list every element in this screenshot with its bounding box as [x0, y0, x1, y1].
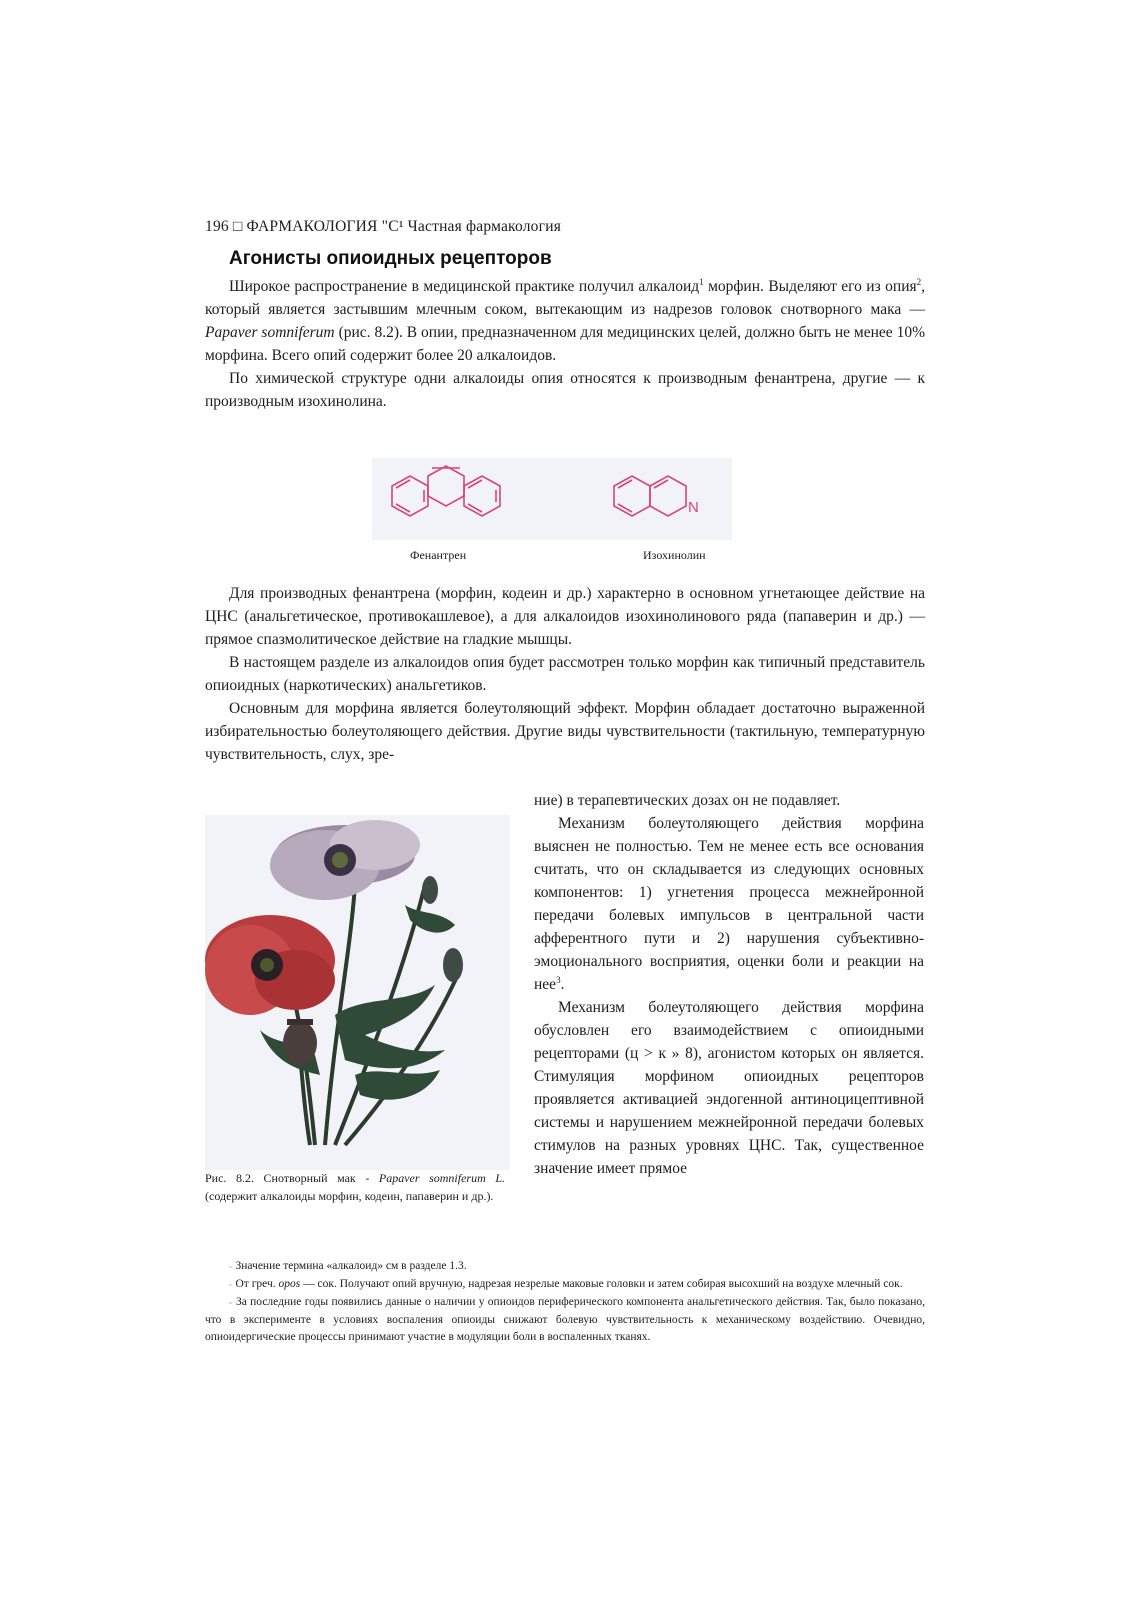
phenanthrene-structure	[392, 466, 500, 516]
paragraph-continuation: ние) в терапевтических дозах он не подавляет.	[534, 792, 841, 809]
poppy-illustration	[205, 815, 510, 1170]
greek-word: opos	[278, 1278, 301, 1290]
footnote-mark: ▫	[229, 1281, 232, 1289]
text-span: Значение термина «алкалоид» см в разделе 1.3.	[235, 1260, 467, 1272]
text-span: (рис. 8.2). В опии, предназначенном для медицинских целей, должно быть не менее 10% морфина. Всего опий содержит более 20 алкалоидов.	[205, 324, 925, 364]
running-head: 196 □ ФАРМАКОЛОГИЯ "С¹ Частная фармакология	[205, 218, 562, 235]
right-column	[534, 789, 924, 1180]
text-span: морфин. Выделяют его из опия	[703, 278, 917, 295]
isoquinoline-structure	[614, 476, 686, 516]
text-span: От греч.	[235, 1278, 279, 1290]
text-span: .	[560, 976, 565, 993]
footnotes	[205, 1258, 925, 1346]
text-span: (содержит алкалоиды морфин, кодеин, папаверин и др.).	[205, 1189, 494, 1203]
paragraph-morphine-intro	[205, 275, 925, 367]
footnote-2	[205, 1276, 925, 1294]
latin-name: Papaver somniferum	[205, 324, 335, 341]
paragraph-phenanthrene-effects: Для производных фенантрена (морфин, кодеин и др.) характерно в основном угнетающее действие на ЦНС (анальгетическое, противокашлевое), а для алкалоидов изохинолинового ряда (папаверин и др.) — прямое спазмолитическое действие на гладкие мышцы.	[205, 585, 925, 648]
main-text	[205, 582, 925, 766]
footnote-3	[205, 1294, 925, 1346]
figure-caption	[205, 1169, 505, 1205]
footnote-ref-3: 3	[556, 974, 561, 985]
footnote-mark: ▫	[229, 1263, 232, 1271]
text-span: Рис. 8.2. Снотворный мак -	[205, 1171, 379, 1185]
text-span: , который является застывшим млечным соком, вытекающим из надрезов головок снотворного мака —	[205, 278, 925, 318]
nitrogen-atom: N	[688, 499, 699, 516]
section-title: Агонисты опиоидных рецепторов	[229, 248, 552, 269]
paragraph-chem-structure: По химической структуре одни алкалоиды опия относятся к производным фенантрена, другие — к производным изохинолина.	[205, 370, 925, 410]
text-span: За последние годы появились данные о наличии у опиоидов периферического компонента анальгетического действия. Так, было показано, что в эксперименте в условиях воспаления опиоиды снижают болевую чувствительность к механическому воздействию. Очевидно, опиоидергические процессы принимают участие в модуляции боли в воспаленных тканях.	[205, 1296, 925, 1343]
formula-drawing	[372, 458, 732, 540]
text-span: Широкое распространение в медицинской практике получил алкалоид	[229, 278, 700, 295]
phenanthrene-label: Фенантрен	[410, 548, 467, 562]
footnote-ref-2: 2	[916, 276, 922, 287]
paragraph-morphine-representative: В настоящем разделе из алкалоидов опия будет рассмотрен только морфин как типичный представитель опиоидных (наркотических) анальгетиков.	[205, 654, 925, 694]
poppy-figure	[205, 815, 510, 1170]
footnote-1	[205, 1258, 925, 1276]
footnote-ref-1: 1	[699, 276, 704, 287]
text-span: — сок. Получают опий вручную, надрезая незрелые маковые головки и затем собирая высохший на воздухе млечный сок.	[300, 1278, 903, 1290]
text-span: Механизм болеутоляющего действия морфина выяснен не полностью. Тем не менее есть все основания считать, что он складывается из следующих основных компонентов: 1) угнетения процесса межнейронной передачи болевых импульсов в центральной части афферентного пути и 2) нарушения субъективно-эмоционального восприятия, оценки боли и реакции на нее	[534, 815, 924, 993]
paragraph-analgesic-effect: Основным для морфина является болеутоляющий эффект. Морфин обладает достаточно выраженной избирательностью болеутоляющего действия. Другие виды чувствительности (тактильную, температурную чувствительность, слух, зре-	[205, 700, 925, 763]
latin-name: Papaver somniferum L.	[378, 1171, 505, 1185]
paragraph-receptors: Механизм болеутоляющего действия морфина обусловлен его взаимодействием с опиоидными рецепторами (ц > к » 8), агонистом которых он является. Стимуляция морфином опиоидных рецепторов проявляется активацией эндогенной антиноцицептивной системы и нарушением межнейронной передачи болевых стимулов на разных уровнях ЦНС. Так, существенное значение имеет прямое	[534, 999, 924, 1177]
paragraph-mechanism	[534, 812, 924, 996]
intro-text	[205, 275, 925, 413]
footnote-mark: ▫	[229, 1299, 232, 1307]
isoquinoline-label: Изохинолин	[643, 548, 706, 562]
